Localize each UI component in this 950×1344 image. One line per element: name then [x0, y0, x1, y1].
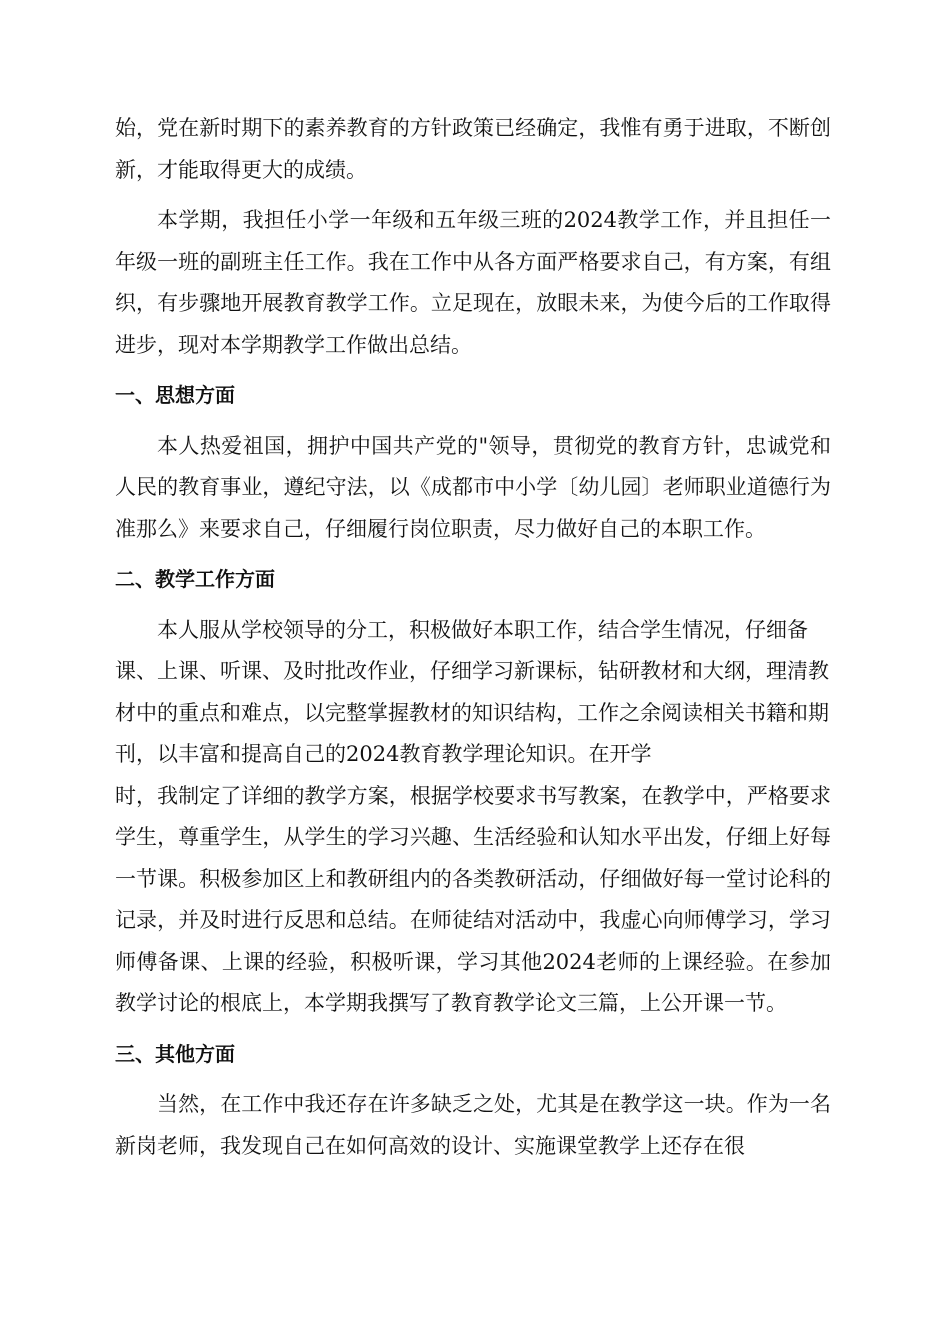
paragraph-ideology: 本人热爱祖国，拥护中国共产党的"领导，贯彻党的教育方针，忠诚党和人民的教育事业，遵纪守法，以《成都市中小学〔幼儿园〕老师职业道德行为准那么》来要求自己，仔细履行岗位职责，尽力做好自己的本职工作。: [115, 433, 831, 541]
document-page: [115, 108, 831, 1167]
paragraph-other: 当然，在工作中我还存在许多缺乏之处，尤其是在教学这一块。作为一名新岗老师，我发现自己在如何高效的设计、实施课堂教学上还存在很: [115, 1092, 831, 1158]
section-heading-ideology: 一、思想方面: [115, 383, 235, 407]
paragraph-teaching-part1: 本人服从学校领导的分工，积极做好本职工作，结合学生情况，仔细备课、上课、听课、及时批改作业，仔细学习新课标，钻研教材和大纲，理清教材中的重点和难点，以完整掌握教材的知识结构，工作之余阅读相关书籍和期刊，以丰富和提高自己的2024教育教学理论知识。在开学: [115, 617, 829, 766]
paragraph-continuation: 始，党在新时期下的素养教育的方针政策已经确定，我惟有勇于进取，不断创新，才能取得更大的成绩。: [115, 116, 831, 182]
paragraph-teaching-part2: 时，我制定了详细的教学方案，根据学校要求书写教案，在教学中，严格要求学生，尊重学生，从学生的学习兴趣、生活经验和认知水平出发，仔细上好每一节课。积极参加区上和教研组内的各类教研活动，仔细做好每一堂讨论科的记录，并及时进行反思和总结。在师徒结对活动中，我虚心向师傅学习，学习师傅备课、上课的经验，积极听课，学习其他2024老师的上课经验。在参加教学讨论的根底上，本学期我撰写了教育教学论文三篇，上公开课一节。: [115, 783, 831, 1015]
section-heading-other: 三、其他方面: [115, 1041, 235, 1066]
paragraph-intro: 本学期，我担任小学一年级和五年级三班的2024教学工作，并且担任一年级一班的副班主任工作。我在工作中从各方面严格要求自己，有方案，有组织，有步骤地开展教育教学工作。立足现在，放眼未来，为使今后的工作取得进步，现对本学期教学工作做出总结。: [115, 208, 831, 357]
section-heading-teaching: 二、教学工作方面: [115, 567, 275, 591]
